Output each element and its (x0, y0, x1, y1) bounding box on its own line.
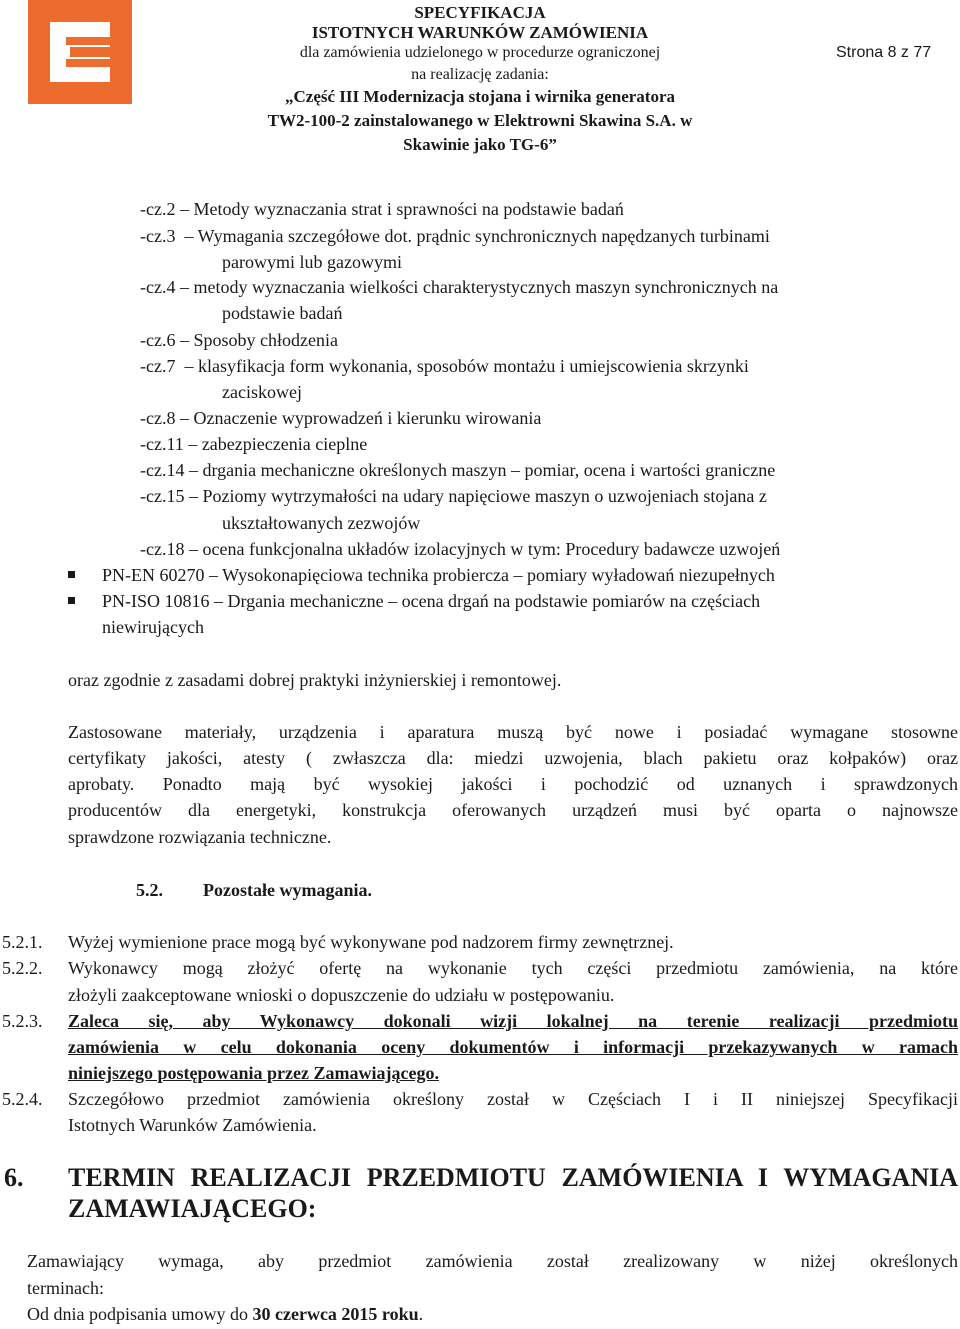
list-item-continuation: ukształtowanych zezwojów (222, 513, 421, 533)
section-title: Pozostałe wymagania. (203, 880, 372, 900)
list-item: -cz.6 – Sposoby chłodzenia (140, 330, 338, 350)
item-text-emphasis: zamówienia w celu dokonania oceny dokumentów i informacji przekazywanych w ramach (68, 1037, 958, 1057)
item-text: Wyżej wymienione prace mogą być wykonywane pod nadzorem firmy zewnętrznej. (68, 932, 674, 952)
item-number: 5.2.1. (2, 932, 43, 952)
bullet-item: PN-EN 60270 – Wysokonapięciowa technika probiercza – pomiary wyładowań niezupełnych (102, 565, 775, 585)
section-number: 6. (4, 1163, 24, 1192)
list-item: -cz.8 – Oznaczenie wyprowadzeń i kierunku wirowania (140, 408, 542, 428)
item-number: 5.2.4. (2, 1089, 43, 1109)
square-bullet-icon (68, 571, 75, 578)
item-text-emphasis: Zaleca się, aby Wykonawcy dokonali wizji lokalnej na terenie realizacji przedmiotu (68, 1011, 958, 1031)
header-task-line1: „Część III Modernizacja stojana i wirnika generatora (285, 87, 675, 106)
bullet-item-continuation: niewirujących (102, 617, 204, 637)
item-number: 5.2.2. (2, 958, 43, 978)
header-task-line3: Skawinie jako TG-6” (403, 135, 557, 154)
paragraph-line: Zastosowane materiały, urządzenia i aparatura muszą być nowe i posiadać wymagane stosowne (68, 722, 958, 742)
section-title: TERMIN REALIZACJI PRZEDMIOTU ZAMÓWIENIA I WYMAGANIA (68, 1163, 958, 1192)
list-item: -cz.15 – Poziomy wytrzymałości na udary napięciowe maszyn o uzwojeniach stojana z (140, 486, 767, 506)
header-procedure: dla zamówienia udzielonego w procedurze ograniczonej (299, 44, 661, 61)
list-item: -cz.4 – metody wyznaczania wielkości charakterystycznych maszyn synchronicznych na (140, 277, 779, 297)
paragraph-line: producentów dla energetyki, konstrukcja oferowanych urządzeń musi być oparta o najnowsze (68, 800, 958, 820)
list-item-continuation: podstawie badań (222, 303, 343, 323)
item-number: 5.2.3. (2, 1011, 43, 1031)
bullet-item: PN-ISO 10816 – Drgania mechaniczne – ocena drgań na podstawie pomiarów na częściach (102, 591, 761, 611)
header-task-label: na realizację zadania: (411, 66, 549, 83)
header-title: SPECYFIKACJA (414, 3, 546, 22)
list-item-continuation: parowymi lub gazowymi (222, 252, 402, 272)
square-bullet-icon (68, 597, 75, 604)
page-number: Strona 8 z 77 (836, 44, 932, 61)
paragraph-line: certyfikaty jakości, atesty ( zwłaszcza dla: miedzi uzwojenia, blach pakietu oraz kołpaków) oraz (68, 748, 958, 768)
paragraph-line: terminach: (27, 1278, 104, 1298)
list-item: -cz.14 – drgania mechaniczne określonych maszyn – pomiar, ocena i wartości graniczne (140, 460, 776, 480)
list-item: -cz.2 – Metody wyznaczania strat i sprawności na podstawie badań (140, 199, 624, 219)
item-text: Wykonawcy mogą złożyć ofertę na wykonanie tych części przedmiotu zamówienia, na które (68, 958, 958, 978)
item-text-emphasis: niniejszego postępowania przez Zamawiającego. (68, 1063, 439, 1083)
deadline-line: Od dnia podpisania umowy do 30 czerwca 2015 roku. (27, 1304, 424, 1324)
list-item-continuation: zaciskowej (222, 382, 302, 402)
paragraph-line: Zamawiający wymaga, aby przedmiot zamówienia został zrealizowany w niżej określonych (27, 1251, 958, 1271)
item-text: Istotnych Warunków Zamówienia. (68, 1115, 317, 1135)
header-subtitle: ISTOTNYCH WARUNKÓW ZAMÓWIENIA (311, 23, 649, 42)
section-number: 5.2. (136, 880, 163, 900)
list-item: -cz.18 – ocena funkcjonalna układów izolacyjnych w tym: Procedury badawcze uzwojeń (140, 539, 781, 559)
list-item: -cz.7 – klasyfikacja form wykonania, sposobów montażu i umiejscowienia skrzynki (140, 356, 749, 376)
paragraph-line: aprobaty. Ponadto mają być wysokiej jakości i pochodzić od uznanych i sprawdzonych (68, 774, 958, 794)
paragraph-line: sprawdzone rozwiązania techniczne. (68, 827, 332, 847)
item-text: Szczegółowo przedmiot zamówienia określony został w Częściach I i II niniejszej Specyfikacji (68, 1089, 958, 1109)
item-text: złożyli zaakceptowane wnioski o dopuszczenie do udziału w postępowaniu. (68, 985, 615, 1005)
logo-icon (28, 0, 132, 104)
paragraph-practice: oraz zgodnie z zasadami dobrej praktyki inżynierskiej i remontowej. (68, 670, 562, 690)
list-item: -cz.3 – Wymagania szczegółowe dot. prądnic synchronicznych napędzanych turbinami (140, 226, 770, 246)
header-task-line2: TW2-100-2 zainstalowanego w Elektrowni Skawina S.A. w (267, 111, 693, 130)
deadline-date: 30 czerwca 2015 roku (252, 1304, 419, 1324)
section-title-continuation: ZAMAWIAJĄCEGO: (68, 1194, 317, 1223)
list-item: -cz.11 – zabezpieczenia cieplne (140, 434, 368, 454)
company-logo (28, 0, 132, 104)
